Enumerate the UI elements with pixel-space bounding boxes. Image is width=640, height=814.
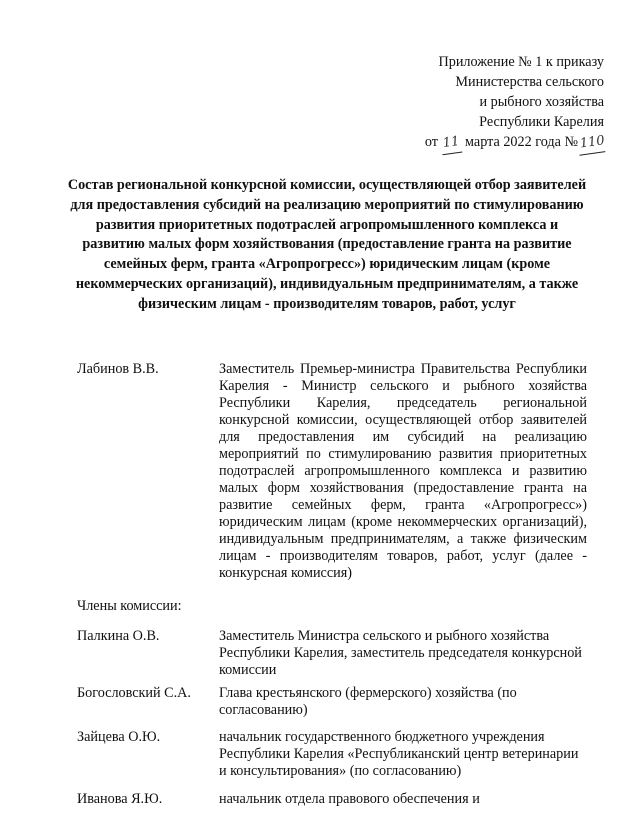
- appendix-line-4: Республики Карелия: [479, 114, 604, 130]
- member-name: Палкина О.В.: [77, 628, 160, 644]
- document-title: Состав региональной конкурсной комиссии, осуществляющей отбор заявителей для предоставления субсидий на реализацию мероприятий по стимулированию развития приоритетных подотраслей агропромышленного комплекса и развитию малых форм хозяйствования (предоставление гранта на развитие семейных ферм, гранта «Агропрогресс») юридическим лицам (кроме некоммерческих организаций), индивидуальным предпринимателям, а также физическим лицам - производителям товаров, работ, услуг: [67, 177, 587, 312]
- appendix-line-2: Министерства сельского: [455, 74, 604, 90]
- chair-description: Заместитель Премьер-министра Правительства Республики Карелия - Министр сельского и рыбного хозяйства Республики Карелия, председатель региональной конкурсной комиссии, осуществляющей отбор заявителей для предоставления им субсидий на реализацию мероприятий по стимулированию развития приоритетных подотраслей агропромышленного комплекса и развитию малых форм хозяйствования (предоставление гранта на развитие семейных ферм, гранта «Агропрогресс») юридическим лицам (кроме некоммерческих организаций), индивидуальным предпринимателям, а также физическим лицам - производителям товаров, работ, услуг (далее - конкурсная комиссия): [219, 361, 587, 581]
- member-description: начальник государственного бюджетного учреждения Республики Карелия «Республиканский центр ветеринарии и консультирования» (по согласованию): [219, 729, 579, 779]
- handwritten-day: 11: [440, 132, 463, 156]
- members-label: Члены комиссии:: [77, 598, 182, 614]
- member-name: Иванова Я.Ю.: [77, 791, 163, 807]
- member-description: начальник отдела правового обеспечения и: [219, 791, 480, 807]
- member-name: Зайцева О.Ю.: [77, 729, 161, 745]
- chair-name: Лабинов В.В.: [77, 361, 159, 377]
- date-prefix: от: [424, 134, 438, 150]
- appendix-line-3: и рыбного хозяйства: [479, 94, 604, 110]
- date-rest: марта 2022 года №: [465, 134, 578, 150]
- member-description: Глава крестьянского (фермерского) хозяйства (по согласованию): [219, 685, 517, 718]
- appendix-date-line: [364, 132, 604, 154]
- member-description: Заместитель Министра сельского и рыбного хозяйства Республики Карелия, заместитель председателя конкурсной комиссии: [219, 628, 582, 678]
- handwritten-order-number: 110: [577, 131, 606, 155]
- appendix-header: [364, 52, 604, 154]
- appendix-line-1: Приложение № 1 к приказу: [438, 54, 604, 70]
- member-name: Богословский С.А.: [77, 685, 191, 701]
